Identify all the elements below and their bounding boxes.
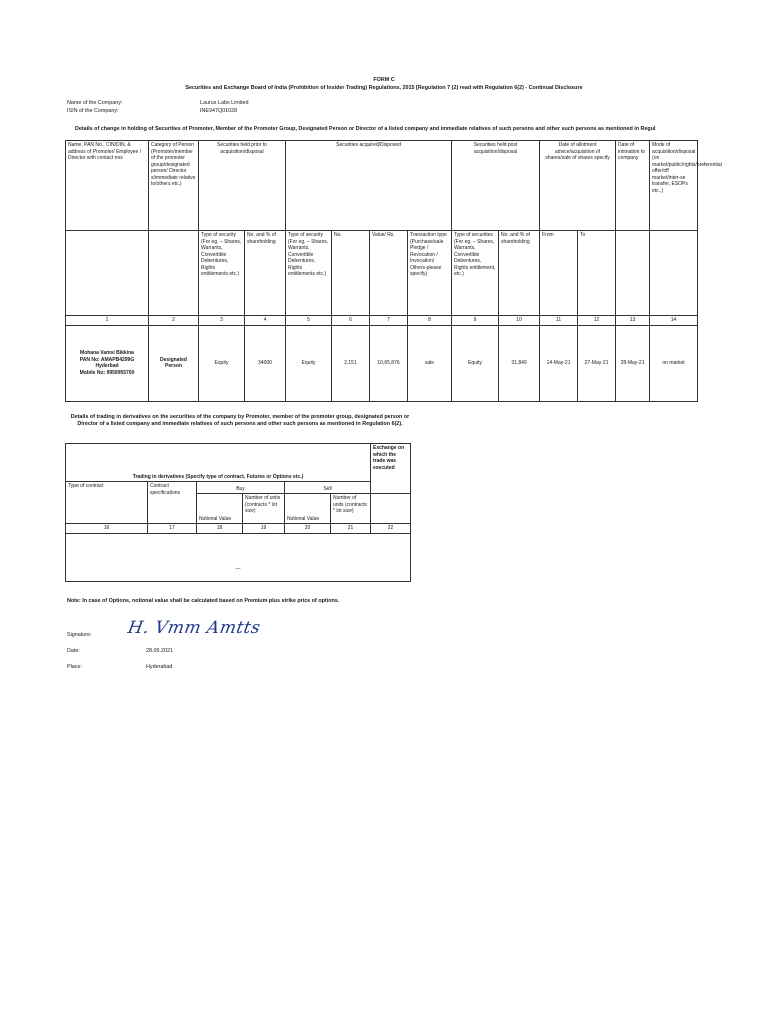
col-number: 12 xyxy=(578,316,616,326)
to-date-cell: 27-May-21 xyxy=(578,325,616,401)
col-number: 13 xyxy=(616,316,650,326)
col-number: 18 xyxy=(197,524,243,534)
sell-units-header: Number of units (contracts * lot size) xyxy=(331,494,371,524)
no-prior-cell: 34000 xyxy=(245,325,286,401)
subheader-empty-13 xyxy=(616,231,650,316)
subheader-row xyxy=(66,231,698,316)
col-number: 21 xyxy=(331,524,371,534)
signature-image: H. Vmm Amtts xyxy=(126,618,263,638)
from-date-cell: 14-May-21 xyxy=(540,325,578,401)
trading-derivatives-title: Trading in derivatives (Specify type of contract, Futures or Options etc.) xyxy=(66,444,371,482)
header-prior: Securities held prior to acquisition/disposal xyxy=(199,141,286,231)
options-note: Note: In case of Options, notional value shall be calculated based on Premium plus strike price of options. xyxy=(67,598,340,604)
form-title: FORM C xyxy=(373,77,395,83)
deriv-empty-dash: — xyxy=(66,533,411,581)
holding-change-table xyxy=(65,140,722,402)
col-number: 22 xyxy=(371,524,411,534)
person-mobile: Mobile No: 9959955700 xyxy=(79,369,135,376)
person-pan: PAN No: AMAPB4299G xyxy=(79,356,135,363)
subheader-from: From xyxy=(540,231,578,316)
form-subtitle: Securities and Exchange Board of India (Prohibition of Insider Trading) Regulations, 2015 [Regulation 7 (2) read with Regulation 6(2) - Continual Disclosure xyxy=(185,85,583,91)
type-post-cell: Equity xyxy=(452,325,499,401)
signature-label: Signature: xyxy=(67,632,92,638)
type-prior-cell: Equity xyxy=(199,325,245,401)
header-post: Securities held post acquisition/disposal xyxy=(452,141,540,231)
no-post-cell: 31,849 xyxy=(499,325,540,401)
col-number: 6 xyxy=(332,316,370,326)
header-name: Name, PAN No., CIN/DIN, & address of Promoter/ Employee / Director with contact nos xyxy=(66,141,149,231)
person-details-cell xyxy=(66,325,149,401)
subheader-type-prior: Type of security (For eg. – Shares, Warrants, Convertible Debentures, Rights entitlements etc.) xyxy=(199,231,245,316)
header-category: Category of Person (Promoter/member of the promoter group/designated person/ Director s/immediate relative to/others etc.) xyxy=(149,141,199,231)
isin-value: INE947Q01028 xyxy=(200,108,238,114)
column-number-row xyxy=(66,316,698,326)
col-number: 3 xyxy=(199,316,245,326)
col-number: 16 xyxy=(66,524,148,534)
header-mode: Mode of acquisition/disposal (on market/public/rights/preferential offer/off market/inter-se transfer, ESOPs etc.,) xyxy=(650,141,698,231)
sell-header: Sell xyxy=(285,482,371,494)
no-acq-cell: 2,151 xyxy=(332,325,370,401)
person-city: Hyderbad xyxy=(95,363,119,369)
header-acquired: Securities acquired/Disposed xyxy=(286,141,452,231)
header-row xyxy=(66,141,698,231)
sell-notional-header: Notional Value xyxy=(285,494,331,524)
subheader-empty-14 xyxy=(650,231,698,316)
header-date-intimation: Date of intimation to company xyxy=(616,141,650,231)
date-value: 28.05.2021 xyxy=(146,648,173,654)
deriv-number-row xyxy=(66,524,411,534)
derivatives-heading: Details of trading in derivatives on the securities of the company by Promoter, member of the promoter group, designated person or Director of a listed company and immediate relatives of such persons and other such persons as mentioned in Regulation 6(2). xyxy=(70,414,410,427)
derivatives-table xyxy=(65,443,411,582)
exchange-header: Exchange on which the trade was executed xyxy=(371,444,411,494)
value-cell: 10,65,876 xyxy=(370,325,408,401)
subheader-no-pct-post: No. and % of shareholding xyxy=(499,231,540,316)
details-heading: Details of change in holding of Securities of Promoter, Member of the Promoter Group, Designated Person or Director of a listed company and immediate relatives of such persons and other such persons as mentioned in Regul xyxy=(75,126,656,132)
deriv-data-row xyxy=(66,533,411,581)
col-number: 11 xyxy=(540,316,578,326)
subheader-no: No. xyxy=(332,231,370,316)
exchange-empty xyxy=(371,494,411,524)
table-row xyxy=(66,325,698,401)
type-contract-header: Type of contract xyxy=(66,482,148,524)
col-number: 1 xyxy=(66,316,149,326)
col-number: 17 xyxy=(148,524,197,534)
subheader-type-post: Type of securities (For eg. – Shares, Warrants, Convertible Debentures, Rights entitlement, etc.) xyxy=(452,231,499,316)
subheader-type-acq: Type of security (For eg. – Shares, Warrants, Convertible Debentures, Rights entitlements etc.) xyxy=(286,231,332,316)
person-name: Mohana Vamsi Bikkina xyxy=(80,350,134,356)
company-name-value: Laurus Labs Limited xyxy=(200,100,249,106)
col-number: 9 xyxy=(452,316,499,326)
place-value: Hyderabad xyxy=(146,664,173,670)
buy-header: Buy xyxy=(197,482,285,494)
contract-spec-header: Contract specifications xyxy=(148,482,197,524)
buy-units-header: Number of units (contracts * lot size) xyxy=(243,494,285,524)
place-label: Place: xyxy=(67,664,82,670)
subheader-to: To xyxy=(578,231,616,316)
transaction-cell: sale xyxy=(408,325,452,401)
subheader-empty-1 xyxy=(66,231,149,316)
buy-notional-header: Notional Value xyxy=(197,494,243,524)
company-name-label: Name of the Company: xyxy=(67,100,123,106)
type-acq-cell: Equity xyxy=(286,325,332,401)
col-number: 14 xyxy=(650,316,698,326)
subheader-value: Value/ Rs. xyxy=(370,231,408,316)
col-number: 2 xyxy=(149,316,199,326)
col-number: 8 xyxy=(408,316,452,326)
subheader-transaction: Transaction type (Purchase/sale Pledge / Revocation / Invocation/ Others-please specify) xyxy=(408,231,452,316)
col-number: 19 xyxy=(243,524,285,534)
subheader-empty-2 xyxy=(149,231,199,316)
isin-label: ISIN of the Company: xyxy=(67,108,119,114)
mode-cell: on market xyxy=(650,325,698,401)
col-number: 5 xyxy=(286,316,332,326)
col-number: 20 xyxy=(285,524,331,534)
subheader-no-pct-prior: No. and % of shareholding xyxy=(245,231,286,316)
col-number: 7 xyxy=(370,316,408,326)
deriv-buy-sell-row xyxy=(66,482,411,494)
deriv-title-row xyxy=(66,444,411,482)
category-cell: Designated Person xyxy=(149,325,199,401)
col-number: 4 xyxy=(245,316,286,326)
date-label: Date: xyxy=(67,648,80,654)
col-number: 10 xyxy=(499,316,540,326)
header-date-allotment: Date of allotment advice/acquisition of shares/sale of shares specify xyxy=(540,141,616,231)
intimation-date-cell: 28-May-21 xyxy=(616,325,650,401)
